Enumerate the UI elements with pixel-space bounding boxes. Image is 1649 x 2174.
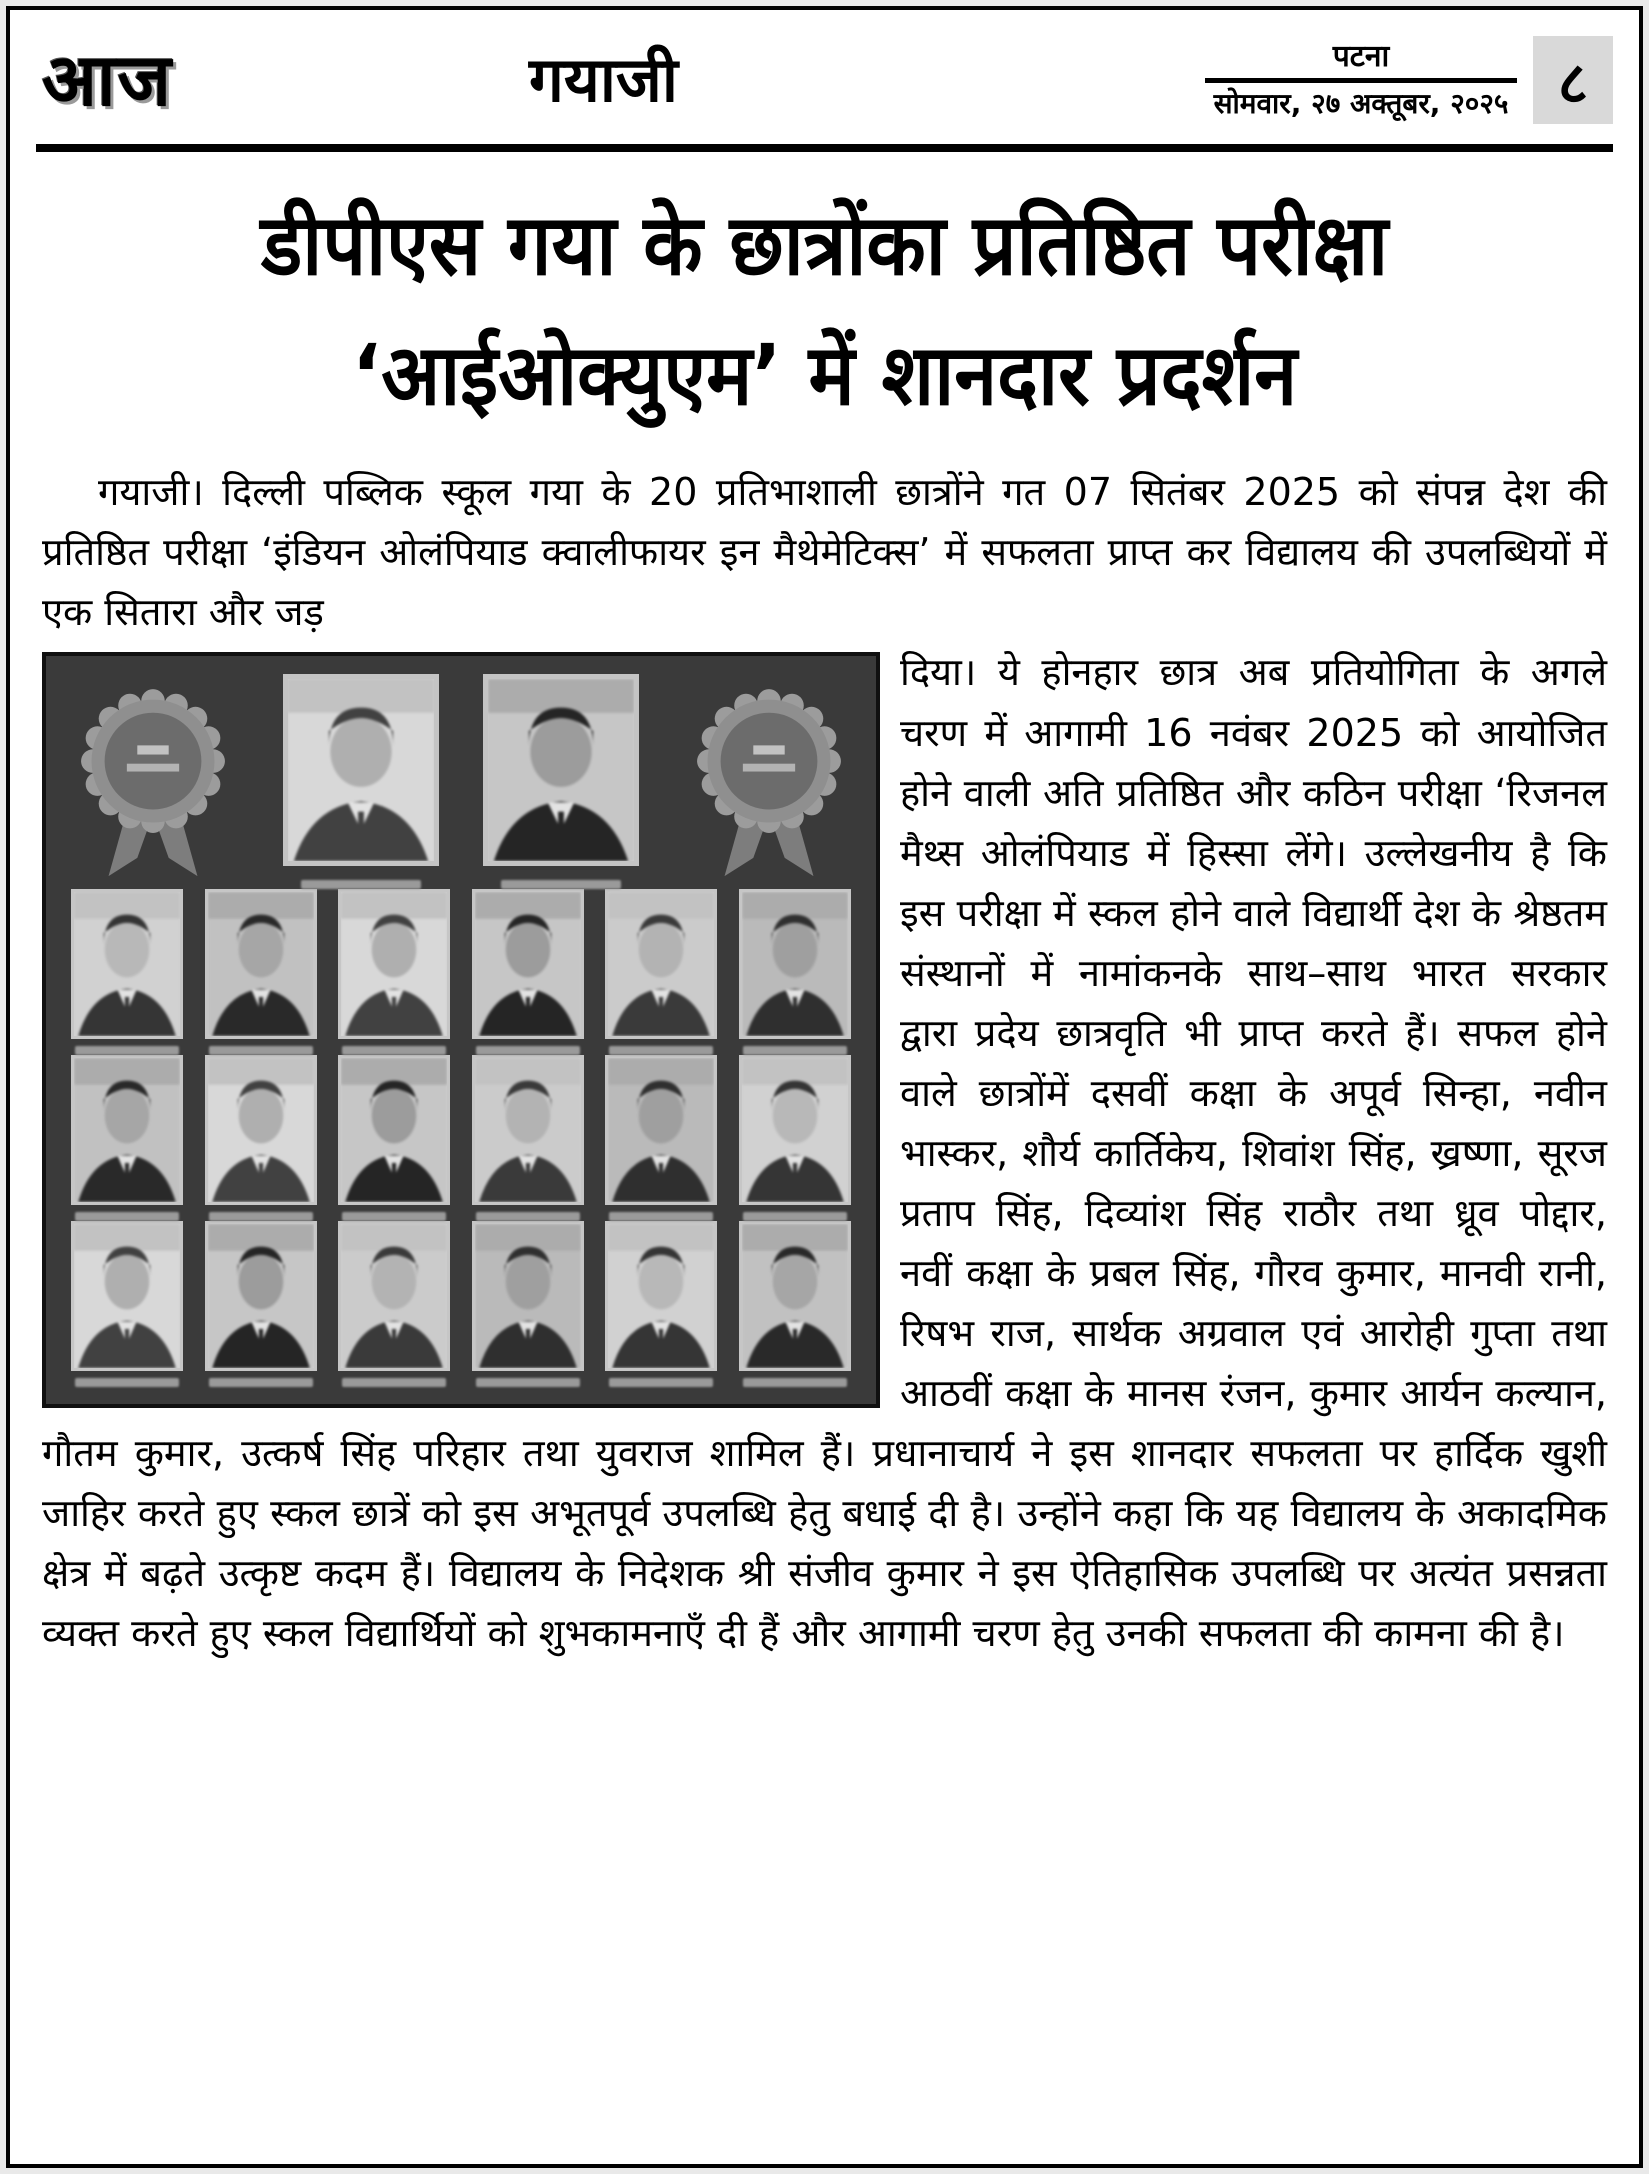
student-portrait-photo bbox=[475, 892, 581, 1036]
section-title: गयाजी bbox=[529, 43, 678, 116]
portrait-frame bbox=[283, 674, 439, 866]
edition-block bbox=[1205, 39, 1517, 121]
student-portrait-photo bbox=[288, 679, 434, 861]
student-portrait-photo bbox=[608, 1224, 714, 1368]
portrait-row bbox=[68, 1055, 854, 1221]
portrait-frame bbox=[739, 1221, 851, 1371]
student-portrait-photo bbox=[208, 1058, 314, 1202]
student-portrait-photo bbox=[208, 892, 314, 1036]
award-badge-left bbox=[68, 677, 238, 887]
portrait-frame bbox=[71, 1221, 183, 1371]
student-portrait-photo bbox=[742, 892, 848, 1036]
student-portrait-cell bbox=[202, 889, 320, 1055]
newspaper-page bbox=[6, 6, 1643, 2168]
article-text-wrap: दिया। ये होनहार छात्र अब प्रतियोगिता के अगले चरण में आगामी 16 नवंबर 2025 को आयोजित होने वाली अति प्रतिष्ठित और कठिन परीक्षा ‘रिजनल मैथ्स ओलंपियाड में हिस्सा लेंगे। उल्लेखनीय है कि इस परीक्षा में स्कल होने वाले विद्यार्थी देश के श्रेष्ठतम संस्थानों में नामांकनके साथ–साथ भारत सरकार द्वारा प्रदेय छात्रवृति भी प्राप्त करते हैं। सफल होने वाले bbox=[900, 650, 1607, 1115]
portrait-caption bbox=[75, 1046, 179, 1055]
portrait-frame bbox=[71, 1055, 183, 1205]
issue-date: सोमवार, २७ अक्तूबर, २०२५ bbox=[1213, 87, 1509, 121]
student-portrait-cell bbox=[335, 1055, 453, 1221]
page-number-badge bbox=[1533, 36, 1613, 124]
student-portrait-cell bbox=[202, 1055, 320, 1221]
portrait-caption bbox=[75, 1378, 179, 1387]
student-portrait-cell bbox=[736, 1055, 854, 1221]
portrait-frame bbox=[739, 889, 851, 1039]
student-portrait-cell bbox=[483, 674, 639, 889]
portrait-frame bbox=[205, 1221, 317, 1371]
article-rest bbox=[42, 642, 1607, 1663]
student-portrait-photo bbox=[208, 1224, 314, 1368]
student-portrait-cell bbox=[68, 889, 186, 1055]
portrait-caption bbox=[609, 1046, 713, 1055]
student-portrait-photo bbox=[475, 1224, 581, 1368]
portrait-caption bbox=[609, 1212, 713, 1221]
student-portrait-cell bbox=[736, 889, 854, 1055]
portrait-row bbox=[68, 889, 854, 1055]
portrait-caption bbox=[209, 1046, 313, 1055]
portrait-caption bbox=[476, 1046, 580, 1055]
headline-line-1: डीपीएस गया के छात्रोंका प्रतिष्ठित परीक्षा bbox=[260, 196, 1389, 294]
student-portrait-cell bbox=[202, 1221, 320, 1387]
headline-line-2: ‘आईओक्युएम’ में शानदार प्रदर्शन bbox=[351, 326, 1298, 425]
portrait-caption bbox=[301, 880, 421, 889]
award-rosette-icon bbox=[74, 680, 232, 884]
portrait-frame bbox=[605, 889, 717, 1039]
student-portrait-photo bbox=[341, 1224, 447, 1368]
portrait-frame bbox=[205, 1055, 317, 1205]
student-portrait-cell bbox=[335, 1221, 453, 1387]
edition-divider bbox=[1205, 78, 1517, 83]
portrait-frame bbox=[338, 889, 450, 1039]
student-portrait-photo bbox=[608, 1058, 714, 1202]
portrait-frame bbox=[483, 674, 639, 866]
portrait-caption bbox=[342, 1378, 446, 1387]
students-photo-collage bbox=[42, 652, 880, 1408]
portrait-frame bbox=[739, 1055, 851, 1205]
portrait-row bbox=[68, 1221, 854, 1387]
portrait-frame bbox=[472, 1221, 584, 1371]
portrait-frame bbox=[338, 1055, 450, 1205]
page-number: ८ bbox=[1557, 48, 1589, 117]
featured-row bbox=[68, 674, 854, 889]
portrait-caption bbox=[743, 1046, 847, 1055]
student-portrait-cell bbox=[469, 1055, 587, 1221]
student-portrait-cell bbox=[68, 1221, 186, 1387]
article-text-continuation: छात्रोंमें दसवीं कक्षा के अपूर्व सिन्हा, नवीन भास्कर, शौर्य कार्तिकेय, शिवांश सिंह, ख्रष्णा, सूरज प्रताप सिंह, दिव्यांश सिंह राठौर तथा ध्रूव पोद्दार, नवीं कक्षा के प्रबल सिंह, गौरव कुमार, मानवी रानी, रिषभ राज, सार्थक अग्रवाल एवं आरोही गुप्ता तथा आठवीं कक्षा के मानस रंजन, कुमार आर्यन कल्यान, गौतम कुमार, उत्कर्ष सिंह परिहार तथा युवराज शामिल हैं। प्रधानाचार्य ने इस शानदार सफलता पर हार्दिक खुशी जाहिर करते हुए स्कल छात्रें को इस अभूतपूर्व उपलब्धि हेतु बधाई दी है। उन्होंने कहा कि यह विद्यालय के अकादमिक क्षेत्र में बढ़ते उत्कृष्ट कदम हैं। विद्यालय के निदेशक श्री संजीव कुमार ने इस ऐतिहासिक उपलब्धि पर अत्यंत प्रसन्नता व्यक्त करते हुए स्कल विद्यार्थियों को शुभकामनाएँ दी हैं और आगामी चरण हेतु उनकी सफलता की कामना की है। bbox=[42, 1070, 1607, 1655]
header-rule bbox=[36, 144, 1613, 152]
student-portrait-cell bbox=[736, 1221, 854, 1387]
portrait-caption bbox=[75, 1212, 179, 1221]
student-portrait-photo bbox=[341, 1058, 447, 1202]
student-portrait-photo bbox=[608, 892, 714, 1036]
award-rosette-icon bbox=[690, 680, 848, 884]
student-portrait-cell bbox=[283, 674, 439, 889]
portrait-frame bbox=[605, 1055, 717, 1205]
student-portrait-photo bbox=[341, 892, 447, 1036]
student-portrait-photo bbox=[475, 1058, 581, 1202]
portrait-frame bbox=[205, 889, 317, 1039]
student-portrait-photo bbox=[74, 1224, 180, 1368]
portrait-frame bbox=[71, 889, 183, 1039]
student-portrait-cell bbox=[68, 1055, 186, 1221]
portrait-frame bbox=[605, 1221, 717, 1371]
student-portrait-photo bbox=[74, 892, 180, 1036]
portrait-caption bbox=[476, 1212, 580, 1221]
portrait-caption bbox=[501, 880, 621, 889]
portrait-frame bbox=[472, 889, 584, 1039]
student-portrait-cell bbox=[469, 1221, 587, 1387]
award-badge-right bbox=[684, 677, 854, 887]
student-portrait-photo bbox=[488, 679, 634, 861]
portrait-caption bbox=[209, 1212, 313, 1221]
page-header bbox=[36, 24, 1613, 136]
student-portrait-cell bbox=[335, 889, 453, 1055]
portrait-caption bbox=[609, 1378, 713, 1387]
newspaper-logo: आज bbox=[42, 38, 174, 122]
student-portrait-cell bbox=[602, 889, 720, 1055]
portrait-caption bbox=[209, 1378, 313, 1387]
student-portrait-cell bbox=[602, 1221, 720, 1387]
portrait-caption bbox=[342, 1212, 446, 1221]
student-portrait-cell bbox=[602, 1055, 720, 1221]
portrait-caption bbox=[743, 1212, 847, 1221]
article-intro: गयाजी। दिल्ली पब्लिक स्कूल गया के 20 प्रतिभाशाली छात्रोंने गत 07 सितंबर 2025 को संपन्न देश की प्रतिष्ठित परीक्षा ‘इंडियन ओलंपियाड क्वालीफायर इन मैथेमेटिक्स’ में सफलता प्राप्त कर विद्यालय की उपलब्धियों में एक सितारा और जड़ bbox=[42, 470, 1607, 635]
portrait-frame bbox=[338, 1221, 450, 1371]
student-portrait-photo bbox=[74, 1058, 180, 1202]
portrait-caption bbox=[476, 1378, 580, 1387]
student-portrait-cell bbox=[469, 889, 587, 1055]
portrait-frame bbox=[472, 1055, 584, 1205]
article-body bbox=[36, 462, 1613, 1663]
edition-name: पटना bbox=[1332, 39, 1390, 75]
article-headline bbox=[36, 180, 1613, 440]
student-portrait-photo bbox=[742, 1224, 848, 1368]
portrait-caption bbox=[743, 1378, 847, 1387]
student-portrait-photo bbox=[742, 1058, 848, 1202]
portrait-caption bbox=[342, 1046, 446, 1055]
